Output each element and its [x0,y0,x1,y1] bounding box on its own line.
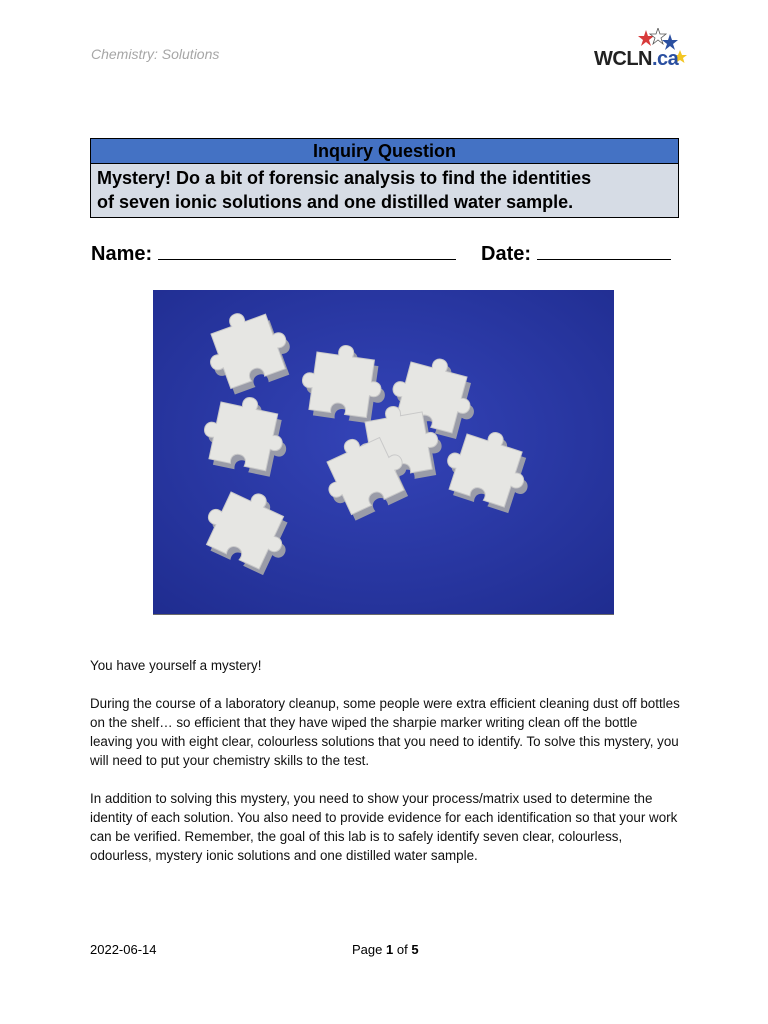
footer-date: 2022-06-14 [90,942,157,957]
inquiry-heading: Inquiry Question [91,139,678,164]
name-label: Name: [91,243,153,265]
inquiry-question-box [90,138,679,218]
name-field [91,239,456,266]
paragraph-1: You have yourself a mystery! [90,658,262,673]
wcln-logo [592,28,692,72]
inquiry-line-1: Mystery! Do a bit of forensic analysis to find the identities [97,168,592,188]
date-label: Date: [481,243,532,265]
inquiry-line-2: of seven ionic solutions and one distilled water sample. [97,192,574,212]
date-blank[interactable] [537,239,671,260]
footer-page-number: Page 1 of 5 [352,942,419,957]
puzzle-pieces-photo [153,290,614,615]
paragraph-3: In addition to solving this mystery, you need to show your process/matrix used to determine the identity of each solution. You also need to provide evidence for each identification so that your work can be verified. Remember, the goal of this lab is to safely identify seven clear, colourless, odourless, mystery ionic solutions and one distilled water sample. [90,791,678,863]
inquiry-text [91,164,678,217]
logo-text: WCLN.ca [594,48,679,70]
document-header-title: Chemistry: Solutions [91,46,220,62]
paragraph-2: During the course of a laboratory cleanup, some people were extra efficient cleaning dust off bottles on the shelf… so efficient that they have wiped the sharpie marker writing clean off the bottle leaving you with eight clear, colourless solutions that you need to identify. To solve this mystery, you will need to put your chemistry skills to the test. [90,696,680,768]
date-field [481,239,671,266]
name-blank[interactable] [158,239,456,260]
